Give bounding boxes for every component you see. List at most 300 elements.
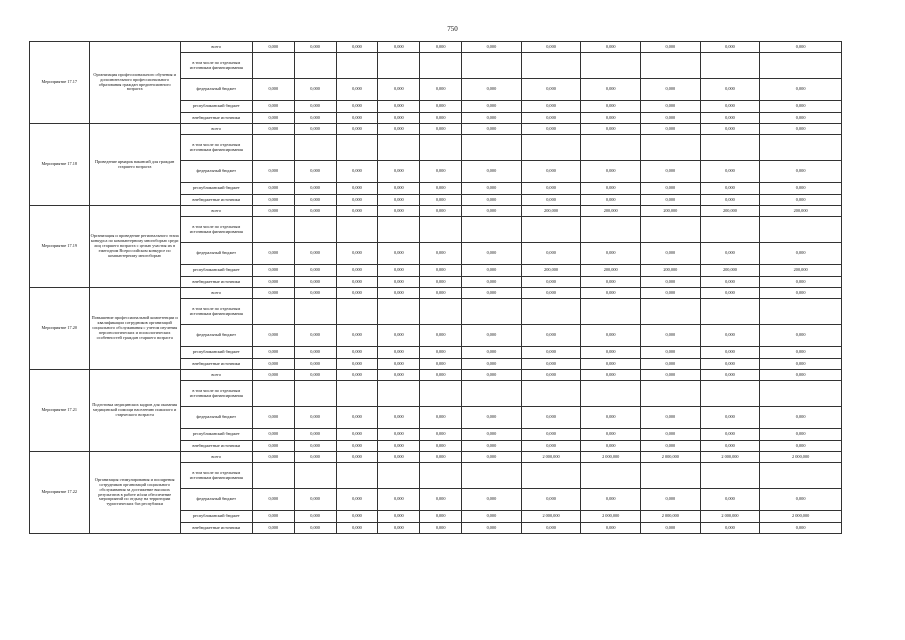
amount-cell: 0,000 xyxy=(294,124,336,135)
amount-cell: 0,000 xyxy=(581,288,641,299)
amount-cell xyxy=(462,299,522,325)
amount-cell xyxy=(252,217,294,243)
amount-cell: 0,000 xyxy=(378,79,420,101)
amount-cell: 0,000 xyxy=(294,277,336,288)
amount-cell: 0,000 xyxy=(641,359,701,370)
amount-cell: 0,000 xyxy=(641,407,701,429)
amount-cell: 0,000 xyxy=(420,206,462,217)
amount-cell: 0,000 xyxy=(462,452,522,463)
amount-cell: 0,000 xyxy=(420,113,462,124)
amount-cell: 0,000 xyxy=(462,206,522,217)
amount-cell: 0,000 xyxy=(420,452,462,463)
amount-cell xyxy=(420,463,462,489)
amount-cell xyxy=(252,299,294,325)
amount-cell: 0,000 xyxy=(462,429,522,441)
amount-cell: 0,000 xyxy=(462,325,522,347)
amount-cell: 0,000 xyxy=(521,243,581,265)
amount-cell: 0,000 xyxy=(700,195,760,206)
amount-cell: 0,000 xyxy=(581,79,641,101)
amount-cell: 0,000 xyxy=(521,407,581,429)
amount-cell xyxy=(581,53,641,79)
amount-cell: 0,000 xyxy=(294,206,336,217)
amount-cell: 0,000 xyxy=(760,288,842,299)
funding-source-label: в том числе по отдельным источникам финансирования xyxy=(180,463,252,489)
amount-cell: 0,000 xyxy=(420,511,462,523)
amount-cell: 0,000 xyxy=(294,370,336,381)
amount-cell xyxy=(760,463,842,489)
amount-cell xyxy=(336,381,378,407)
amount-cell: 0,000 xyxy=(521,429,581,441)
amount-cell xyxy=(378,53,420,79)
amount-cell: 0,000 xyxy=(581,243,641,265)
funding-source-label: в том числе по отдельным источникам финансирования xyxy=(180,381,252,407)
amount-cell xyxy=(462,217,522,243)
amount-cell: 0,000 xyxy=(252,79,294,101)
amount-cell: 0,000 xyxy=(252,277,294,288)
amount-cell: 0,000 xyxy=(521,161,581,183)
amount-cell: 0,000 xyxy=(700,243,760,265)
amount-cell: 0,000 xyxy=(521,325,581,347)
funding-source-label: республиканский бюджет xyxy=(180,183,252,195)
amount-cell: 200,000 xyxy=(641,265,701,277)
amount-cell xyxy=(336,135,378,161)
funding-source-label: всего xyxy=(180,42,252,53)
funding-source-label: внебюджетные источники xyxy=(180,359,252,370)
funding-source-label: внебюджетные источники xyxy=(180,195,252,206)
amount-cell: 0,000 xyxy=(294,441,336,452)
funding-source-label: внебюджетные источники xyxy=(180,441,252,452)
amount-cell: 0,000 xyxy=(420,407,462,429)
amount-cell: 0,000 xyxy=(521,523,581,534)
amount-cell: 0,000 xyxy=(294,101,336,113)
measure-name: Проведение ярмарок вакансий для граждан старшего возраста xyxy=(89,124,180,206)
amount-cell xyxy=(641,299,701,325)
amount-cell xyxy=(462,463,522,489)
amount-cell: 2 000,000 xyxy=(581,452,641,463)
amount-cell: 0,000 xyxy=(641,124,701,135)
amount-cell: 0,000 xyxy=(420,42,462,53)
amount-cell: 0,000 xyxy=(336,265,378,277)
amount-cell: 200,000 xyxy=(641,206,701,217)
amount-cell: 0,000 xyxy=(336,452,378,463)
table-row xyxy=(30,206,842,217)
amount-cell: 0,000 xyxy=(462,288,522,299)
amount-cell xyxy=(462,135,522,161)
funding-source-label: федеральный бюджет xyxy=(180,79,252,101)
amount-cell xyxy=(378,463,420,489)
amount-cell: 0,000 xyxy=(252,183,294,195)
amount-cell: 200,000 xyxy=(700,206,760,217)
amount-cell: 0,000 xyxy=(521,101,581,113)
amount-cell: 0,000 xyxy=(420,489,462,511)
amount-cell: 0,000 xyxy=(700,42,760,53)
amount-cell: 0,000 xyxy=(378,441,420,452)
amount-cell: 0,000 xyxy=(521,441,581,452)
funding-source-label: внебюджетные источники xyxy=(180,277,252,288)
amount-cell: 0,000 xyxy=(700,277,760,288)
amount-cell xyxy=(252,381,294,407)
amount-cell xyxy=(581,217,641,243)
amount-cell: 0,000 xyxy=(700,124,760,135)
funding-source-label: федеральный бюджет xyxy=(180,243,252,265)
amount-cell: 0,000 xyxy=(700,441,760,452)
amount-cell: 0,000 xyxy=(641,429,701,441)
amount-cell: 0,000 xyxy=(641,277,701,288)
amount-cell: 0,000 xyxy=(252,195,294,206)
funding-source-label: в том числе по отдельным источникам финансирования xyxy=(180,53,252,79)
amount-cell xyxy=(378,381,420,407)
amount-cell xyxy=(378,299,420,325)
amount-cell xyxy=(700,135,760,161)
table-row xyxy=(30,124,842,135)
amount-cell: 0,000 xyxy=(252,441,294,452)
funding-source-label: в том числе по отдельным источникам финансирования xyxy=(180,135,252,161)
amount-cell: 0,000 xyxy=(294,161,336,183)
amount-cell: 0,000 xyxy=(641,489,701,511)
funding-source-label: республиканский бюджет xyxy=(180,429,252,441)
amount-cell: 0,000 xyxy=(521,183,581,195)
amount-cell xyxy=(760,217,842,243)
amount-cell xyxy=(252,135,294,161)
amount-cell xyxy=(336,299,378,325)
amount-cell: 0,000 xyxy=(641,79,701,101)
amount-cell: 0,000 xyxy=(700,359,760,370)
amount-cell: 0,000 xyxy=(294,429,336,441)
amount-cell: 0,000 xyxy=(336,277,378,288)
amount-cell: 0,000 xyxy=(521,124,581,135)
amount-cell xyxy=(462,381,522,407)
amount-cell: 0,000 xyxy=(641,195,701,206)
funding-source-label: всего xyxy=(180,370,252,381)
amount-cell: 0,000 xyxy=(252,511,294,523)
table-row xyxy=(30,452,842,463)
amount-cell: 0,000 xyxy=(336,206,378,217)
amount-cell: 0,000 xyxy=(294,347,336,359)
measure-name: Повышение профессиональной компетенции и квалификации сотрудников организаций социального обслуживания с учетом изучения персонологических и психологических особенностей граждан старшего возраста xyxy=(89,288,180,370)
amount-cell: 0,000 xyxy=(462,183,522,195)
amount-cell: 0,000 xyxy=(336,42,378,53)
amount-cell: 0,000 xyxy=(252,452,294,463)
funding-source-label: в том числе по отдельным источникам финансирования xyxy=(180,299,252,325)
amount-cell: 0,000 xyxy=(378,161,420,183)
amount-cell: 0,000 xyxy=(462,277,522,288)
amount-cell: 0,000 xyxy=(581,370,641,381)
amount-cell: 0,000 xyxy=(462,511,522,523)
amount-cell: 0,000 xyxy=(700,429,760,441)
amount-cell: 0,000 xyxy=(581,429,641,441)
amount-cell: 0,000 xyxy=(294,243,336,265)
amount-cell: 0,000 xyxy=(336,124,378,135)
amount-cell: 0,000 xyxy=(760,195,842,206)
amount-cell: 0,000 xyxy=(378,511,420,523)
amount-cell: 0,000 xyxy=(581,347,641,359)
table-row xyxy=(30,288,842,299)
amount-cell: 0,000 xyxy=(252,206,294,217)
amount-cell: 0,000 xyxy=(420,288,462,299)
amount-cell xyxy=(294,299,336,325)
amount-cell: 0,000 xyxy=(521,489,581,511)
measure-name: Организация профессионального обучения и дополнительного профессионального образования граждан предпенсионного возраста xyxy=(89,42,180,124)
amount-cell: 0,000 xyxy=(252,265,294,277)
amount-cell: 0,000 xyxy=(462,161,522,183)
funding-source-label: в том числе по отдельным источникам финансирования xyxy=(180,217,252,243)
amount-cell: 0,000 xyxy=(462,124,522,135)
amount-cell: 0,000 xyxy=(700,183,760,195)
amount-cell: 0,000 xyxy=(336,347,378,359)
amount-cell: 0,000 xyxy=(641,161,701,183)
amount-cell xyxy=(581,463,641,489)
amount-cell: 0,000 xyxy=(294,195,336,206)
amount-cell: 200,000 xyxy=(521,265,581,277)
amount-cell: 0,000 xyxy=(700,161,760,183)
funding-source-label: республиканский бюджет xyxy=(180,347,252,359)
amount-cell: 0,000 xyxy=(420,79,462,101)
amount-cell xyxy=(420,299,462,325)
amount-cell: 0,000 xyxy=(294,511,336,523)
amount-cell xyxy=(294,381,336,407)
amount-cell: 0,000 xyxy=(581,124,641,135)
amount-cell: 0,000 xyxy=(462,79,522,101)
amount-cell: 0,000 xyxy=(521,347,581,359)
amount-cell: 0,000 xyxy=(336,183,378,195)
amount-cell: 0,000 xyxy=(462,113,522,124)
funding-source-label: внебюджетные источники xyxy=(180,523,252,534)
measure-code: Мероприятие 17.21 xyxy=(30,370,90,452)
amount-cell: 0,000 xyxy=(294,407,336,429)
amount-cell: 0,000 xyxy=(252,325,294,347)
amount-cell: 0,000 xyxy=(252,359,294,370)
amount-cell: 0,000 xyxy=(700,370,760,381)
amount-cell: 0,000 xyxy=(521,79,581,101)
amount-cell xyxy=(420,135,462,161)
amount-cell: 2 000,000 xyxy=(521,511,581,523)
amount-cell: 0,000 xyxy=(294,489,336,511)
amount-cell: 0,000 xyxy=(378,347,420,359)
funding-source-label: всего xyxy=(180,206,252,217)
amount-cell: 0,000 xyxy=(700,489,760,511)
amount-cell: 0,000 xyxy=(760,441,842,452)
amount-cell: 0,000 xyxy=(252,429,294,441)
funding-source-label: федеральный бюджет xyxy=(180,407,252,429)
funding-source-label: республиканский бюджет xyxy=(180,265,252,277)
amount-cell: 0,000 xyxy=(252,243,294,265)
amount-cell: 0,000 xyxy=(252,347,294,359)
amount-cell: 0,000 xyxy=(760,429,842,441)
page-number: 750 xyxy=(447,25,458,33)
amount-cell: 0,000 xyxy=(581,183,641,195)
amount-cell: 0,000 xyxy=(378,429,420,441)
amount-cell: 0,000 xyxy=(294,452,336,463)
budget-table xyxy=(29,41,842,534)
amount-cell: 0,000 xyxy=(252,407,294,429)
amount-cell: 0,000 xyxy=(420,124,462,135)
amount-cell xyxy=(521,53,581,79)
measure-name: Организация стимулирования и поощрения сотрудников организаций социального обслуживания за достижение высоких результатов в работе и/или обеспечение мероприятий по отдыху на территории туристических баз республики xyxy=(89,452,180,534)
amount-cell: 0,000 xyxy=(420,277,462,288)
amount-cell: 0,000 xyxy=(521,113,581,124)
amount-cell xyxy=(252,53,294,79)
amount-cell: 0,000 xyxy=(700,347,760,359)
amount-cell: 0,000 xyxy=(294,523,336,534)
amount-cell xyxy=(700,299,760,325)
amount-cell: 0,000 xyxy=(252,523,294,534)
amount-cell: 2 000,000 xyxy=(641,452,701,463)
amount-cell: 0,000 xyxy=(760,79,842,101)
amount-cell: 0,000 xyxy=(641,370,701,381)
amount-cell: 0,000 xyxy=(420,347,462,359)
funding-source-label: федеральный бюджет xyxy=(180,489,252,511)
amount-cell xyxy=(700,53,760,79)
amount-cell: 2 000,000 xyxy=(700,511,760,523)
amount-cell: 0,000 xyxy=(462,347,522,359)
amount-cell: 0,000 xyxy=(760,161,842,183)
amount-cell: 0,000 xyxy=(294,288,336,299)
amount-cell xyxy=(521,381,581,407)
amount-cell: 0,000 xyxy=(760,370,842,381)
amount-cell: 0,000 xyxy=(641,42,701,53)
funding-source-label: федеральный бюджет xyxy=(180,325,252,347)
amount-cell: 0,000 xyxy=(760,101,842,113)
amount-cell: 200,000 xyxy=(581,206,641,217)
amount-cell: 2 000,000 xyxy=(760,511,842,523)
amount-cell: 0,000 xyxy=(462,42,522,53)
amount-cell: 0,000 xyxy=(420,243,462,265)
amount-cell: 0,000 xyxy=(420,370,462,381)
amount-cell xyxy=(521,463,581,489)
amount-cell: 0,000 xyxy=(378,243,420,265)
amount-cell: 2 000,000 xyxy=(700,452,760,463)
amount-cell: 0,000 xyxy=(641,113,701,124)
amount-cell xyxy=(420,217,462,243)
amount-cell: 0,000 xyxy=(336,325,378,347)
amount-cell: 0,000 xyxy=(336,195,378,206)
amount-cell: 0,000 xyxy=(521,359,581,370)
amount-cell: 0,000 xyxy=(462,523,522,534)
amount-cell xyxy=(294,463,336,489)
amount-cell: 0,000 xyxy=(581,101,641,113)
amount-cell xyxy=(294,135,336,161)
amount-cell: 200,000 xyxy=(760,206,842,217)
amount-cell: 0,000 xyxy=(378,195,420,206)
funding-source-label: всего xyxy=(180,288,252,299)
amount-cell xyxy=(581,299,641,325)
amount-cell xyxy=(641,217,701,243)
amount-cell: 0,000 xyxy=(420,195,462,206)
amount-cell: 0,000 xyxy=(641,347,701,359)
amount-cell xyxy=(336,53,378,79)
amount-cell: 0,000 xyxy=(641,183,701,195)
amount-cell: 0,000 xyxy=(700,407,760,429)
amount-cell xyxy=(294,217,336,243)
amount-cell: 200,000 xyxy=(700,265,760,277)
amount-cell: 0,000 xyxy=(336,243,378,265)
amount-cell: 0,000 xyxy=(336,511,378,523)
amount-cell: 0,000 xyxy=(378,265,420,277)
amount-cell: 0,000 xyxy=(336,288,378,299)
amount-cell: 0,000 xyxy=(378,277,420,288)
amount-cell: 0,000 xyxy=(581,42,641,53)
amount-cell: 0,000 xyxy=(294,265,336,277)
amount-cell: 0,000 xyxy=(252,101,294,113)
amount-cell xyxy=(641,381,701,407)
amount-cell: 0,000 xyxy=(294,79,336,101)
amount-cell: 0,000 xyxy=(760,183,842,195)
amount-cell: 0,000 xyxy=(760,277,842,288)
amount-cell: 200,000 xyxy=(760,265,842,277)
amount-cell: 0,000 xyxy=(462,489,522,511)
amount-cell xyxy=(252,463,294,489)
amount-cell xyxy=(378,135,420,161)
amount-cell xyxy=(700,217,760,243)
amount-cell: 0,000 xyxy=(581,325,641,347)
amount-cell xyxy=(760,381,842,407)
amount-cell: 0,000 xyxy=(378,359,420,370)
measure-name: Организация и проведение регионального этапа конкурса по компьютерному многоборью среди лиц старшего возраста с целью участия их в ежегодном Всероссийском конкурсе по компьютерному многоборью xyxy=(89,206,180,288)
amount-cell: 0,000 xyxy=(294,183,336,195)
measure-code: Мероприятие 17.22 xyxy=(30,452,90,534)
amount-cell: 0,000 xyxy=(760,325,842,347)
amount-cell: 0,000 xyxy=(760,113,842,124)
amount-cell xyxy=(521,299,581,325)
measure-code: Мероприятие 17.20 xyxy=(30,288,90,370)
amount-cell: 0,000 xyxy=(462,195,522,206)
amount-cell: 0,000 xyxy=(420,265,462,277)
amount-cell xyxy=(760,135,842,161)
amount-cell: 0,000 xyxy=(700,325,760,347)
funding-source-label: республиканский бюджет xyxy=(180,511,252,523)
amount-cell: 0,000 xyxy=(252,113,294,124)
amount-cell: 0,000 xyxy=(336,407,378,429)
amount-cell: 2 000,000 xyxy=(760,452,842,463)
amount-cell: 0,000 xyxy=(336,441,378,452)
amount-cell xyxy=(521,217,581,243)
amount-cell: 0,000 xyxy=(462,101,522,113)
amount-cell: 0,000 xyxy=(581,113,641,124)
funding-source-label: всего xyxy=(180,124,252,135)
amount-cell: 0,000 xyxy=(462,407,522,429)
amount-cell: 0,000 xyxy=(420,183,462,195)
amount-cell: 200,000 xyxy=(581,265,641,277)
measure-code: Мероприятие 17.19 xyxy=(30,206,90,288)
amount-cell: 0,000 xyxy=(641,325,701,347)
amount-cell: 0,000 xyxy=(252,489,294,511)
funding-source-label: федеральный бюджет xyxy=(180,161,252,183)
amount-cell: 0,000 xyxy=(378,523,420,534)
amount-cell: 0,000 xyxy=(378,370,420,381)
amount-cell: 0,000 xyxy=(378,183,420,195)
amount-cell: 0,000 xyxy=(760,42,842,53)
amount-cell: 0,000 xyxy=(700,79,760,101)
amount-cell: 0,000 xyxy=(336,489,378,511)
amount-cell: 0,000 xyxy=(760,243,842,265)
amount-cell: 2 000,000 xyxy=(521,452,581,463)
measure-code: Мероприятие 17.17 xyxy=(30,42,90,124)
amount-cell: 0,000 xyxy=(760,359,842,370)
amount-cell: 0,000 xyxy=(641,243,701,265)
amount-cell: 0,000 xyxy=(336,359,378,370)
amount-cell: 0,000 xyxy=(336,161,378,183)
amount-cell: 0,000 xyxy=(378,407,420,429)
amount-cell xyxy=(700,381,760,407)
amount-cell: 0,000 xyxy=(581,195,641,206)
amount-cell: 2 000,000 xyxy=(641,511,701,523)
amount-cell: 0,000 xyxy=(252,370,294,381)
amount-cell: 0,000 xyxy=(378,101,420,113)
amount-cell: 0,000 xyxy=(641,288,701,299)
amount-cell: 0,000 xyxy=(760,407,842,429)
amount-cell xyxy=(294,53,336,79)
amount-cell: 0,000 xyxy=(420,429,462,441)
